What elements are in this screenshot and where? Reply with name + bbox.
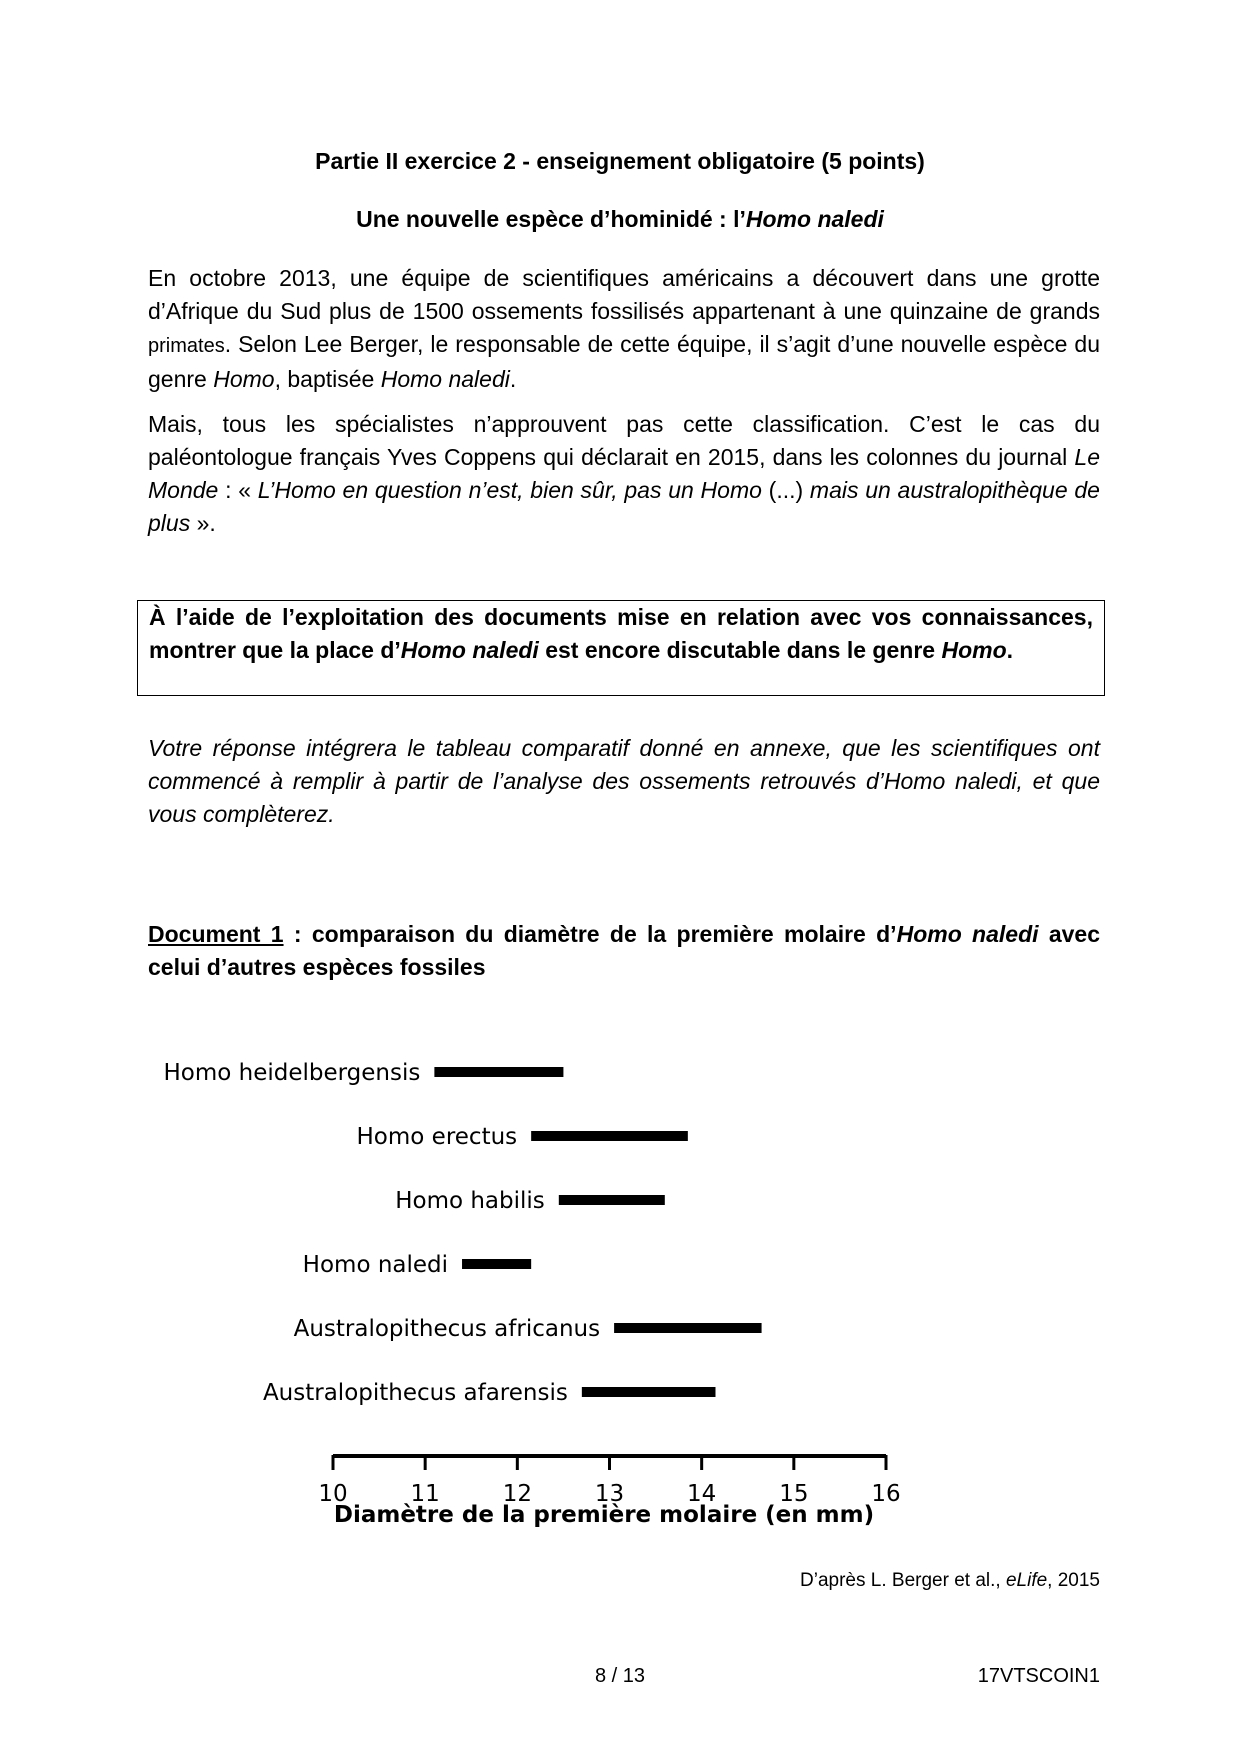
task-text: [149, 601, 1093, 667]
document-title-italic: Homo naledi: [896, 921, 1039, 947]
document-code: 17VTSCOIN1: [977, 1665, 1100, 1687]
x-tick-label: 16: [871, 1481, 901, 1507]
range-bar-homo-erectus: [531, 1131, 688, 1141]
x-tick-label: 15: [779, 1481, 809, 1507]
task-italic: Homo naledi: [400, 637, 539, 663]
task-part: est encore discutable dans le genre: [538, 637, 942, 663]
intro-text: ».: [190, 510, 216, 536]
intro-text: .: [509, 366, 517, 392]
task-italic: Homo: [941, 637, 1007, 663]
x-tick-label: 10: [318, 1481, 348, 1507]
x-tick-label: 14: [687, 1481, 717, 1507]
x-axis-label: Diamètre de la première molaire (en mm): [333, 1502, 875, 1528]
range-bar-homo-habilis: [559, 1195, 665, 1205]
molar-diameter-chart: [0, 1030, 1240, 1550]
intro-italic: mais un australopithèque de plus: [148, 477, 1100, 536]
intro-text: En octobre 2013, une équipe de scientifiques américains a découvert dans une grotte d’Afrique du Sud plus de 1500 ossements fossilisés appartenant à une quinzaine de grands: [148, 265, 1100, 324]
species-label-homo-erectus: Homo erectus: [356, 1124, 518, 1150]
species-label-homo-naledi: Homo naledi: [302, 1252, 449, 1278]
document-title-text: : comparaison du diamètre de la première molaire d’: [283, 921, 897, 947]
range-bar-homo-naledi: [462, 1259, 531, 1269]
species-label-australopithecus-africanus: Australopithecus africanus: [293, 1316, 601, 1342]
source-text: , 2015: [1047, 1570, 1100, 1591]
intro-italic: Le Monde: [148, 444, 1100, 503]
range-bar-australopithecus-africanus: [614, 1323, 761, 1333]
instruction-text: Votre réponse intégrera le tableau comparatif donné en annexe, que les scientifiques ont commencé à remplir à partir de l’analyse des ossements retrouvés d’Homo naledi, et que vous complèterez.: [148, 735, 1100, 827]
task-part: .: [1006, 637, 1014, 663]
intro-italic: L’Homo en question n’est, bien sûr, pas un Homo: [257, 477, 762, 503]
intro-text: , baptisée: [274, 366, 381, 392]
task-part: À l’aide de l’exploitation des documents mise en relation avec vos connaissances, montrer que la place d’: [149, 604, 1093, 663]
subtitle: [0, 206, 1240, 233]
document-title-text: avec celui d’autres espèces fossiles: [148, 921, 1100, 980]
intro-text: primates: [148, 335, 225, 357]
document-1-title: [148, 918, 1100, 984]
x-tick-label: 11: [410, 1481, 440, 1507]
intro-italic: Homo naledi: [380, 366, 510, 392]
intro-paragraph-2: [148, 408, 1100, 540]
source-journal: eLife: [1005, 1570, 1048, 1591]
intro-text: : «: [218, 477, 258, 503]
range-bar-homo-heidelbergensis: [434, 1067, 563, 1077]
intro-text: Mais, tous les spécialistes n’approuvent pas cette classification. C’est le cas du paléontologue français Yves Coppens qui déclarait en 2015, dans les colonnes du journal: [148, 411, 1100, 470]
exercise-title: Partie II exercice 2 - enseignement obligatoire (5 points): [315, 148, 925, 174]
intro-text: (...): [761, 477, 810, 503]
species-label-australopithecus-afarensis: Australopithecus afarensis: [262, 1380, 568, 1406]
chart-rows: [163, 1060, 761, 1406]
subtitle-species: Homo naledi: [745, 206, 884, 232]
x-tick-label: 12: [502, 1481, 532, 1507]
subtitle-text: Une nouvelle espèce d’hominidé : l’: [356, 206, 746, 232]
source-citation: [800, 1570, 1100, 1592]
chart-axis: [318, 1455, 900, 1507]
x-tick-label: 13: [594, 1481, 625, 1507]
species-label-homo-habilis: Homo habilis: [395, 1188, 545, 1214]
intro-italic: Homo: [213, 366, 275, 392]
source-text: D’après L. Berger et al.,: [800, 1570, 1006, 1591]
document-label: Document 1: [148, 921, 284, 947]
intro-text: . Selon Lee Berger, le responsable de cette équipe, il s’agit d’une nouvelle espèce du genre: [148, 331, 1100, 392]
species-label-homo-heidelbergensis: Homo heidelbergensis: [163, 1060, 421, 1086]
page-number: 8 / 13: [594, 1665, 646, 1687]
task-box: [137, 600, 1105, 696]
intro-paragraph-1: [148, 262, 1100, 396]
range-bar-australopithecus-afarensis: [582, 1387, 716, 1397]
